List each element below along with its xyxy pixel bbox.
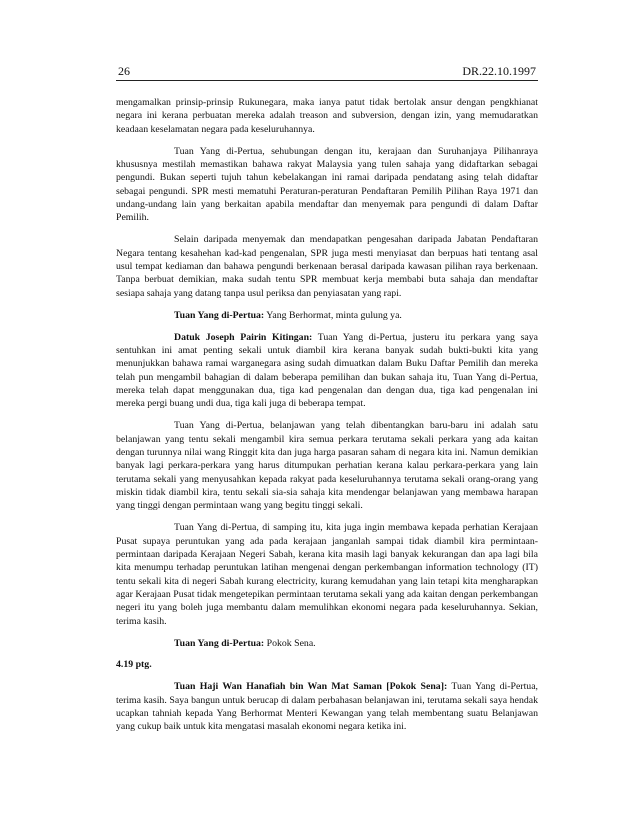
paragraph <box>116 419 538 512</box>
speaker-name: Tuan Yang di-Pertua: <box>174 309 265 321</box>
paragraph <box>116 233 538 300</box>
page-number: 26 <box>118 64 130 78</box>
speech-paragraph <box>116 637 538 650</box>
time-marker: 4.19 ptg. <box>116 659 152 671</box>
document-date-id: DR.22.10.1997 <box>462 64 536 78</box>
speaker-name: Tuan Haji Wan Hanafiah bin Wan Mat Saman [Pokok Sena]: <box>174 681 448 693</box>
speech-paragraph <box>116 331 538 411</box>
paragraph-text: Tuan Yang di-Pertua, sehubungan dengan itu, kerajaan dan Suruhanjaya Pilihanraya khususnya mestilah memastikan bahawa rakyat Malaysia yang tulen sahaja yang didaftarkan sebagai pengundi. Bukan seperti tujuh tahun kebelakangan ini ramai daripada pendatang asing telah didaftar sebagai pengundi. SPR mesti mematuhi Peraturan-peraturan Pendaftaran Pemilih Pilihan Raya 1971 dan undang-undang lain yang berkaitan apabila mendaftar dan menyemak para pengundi di dalam Daftar Pemilih. <box>116 145 538 224</box>
document-body <box>116 96 538 742</box>
paragraph-text: Tuan Yang di-Pertua, belanjawan yang telah dibentangkan baru-baru ini adalah satu belanjawan yang tentu sekali mengambil kira semua perkara terutama sekali perkara yang ada kaitan dengan turunnya nilai wang Ringgit kita dan juga harga pasaran saham di negara kita ini. Namun demikian banyak lagi perkara-perkara yang harus ditumpukan perhatian kerana kalau perkara-perkara yang lain terutama sekali yang menyusahkan kepada rakyat pada keseluruhannya terutama sekali orang-orang yang miskin tidak diambil kira, tentu sekali sia-sia sahaja kita mendengar belanjawan yang membawa harapan yang tinggi dengan permintaan wang yang begitu tinggi sekali. <box>116 420 538 512</box>
paragraph-text: Pokok Sena. <box>266 637 316 649</box>
speaker-name: Tuan Yang di-Pertua: <box>174 637 265 649</box>
paragraph-text: Tuan Yang di-Pertua, justeru itu perkara yang saya sentuhkan ini amat penting sekali untuk diambil kira kerana banyak sudah bukti-bukti kita yang menunjukkan bahawa ramai warganegara asing sudah dimuatkan dalam Buku Daftar Pemilih dan mereka telah pun mengambil bahagian di dalam beberapa pemilihan dan bukan sahaja itu, Tuan Yang di-Pertua, mereka telah dapat menggunakan dua, tiga kad pengenalan dan dengan dua, tiga kad pengenalan ini mereka pergi buang undi dua, tiga kali juga di beberapa tempat. <box>116 331 538 410</box>
speech-paragraph <box>116 309 538 322</box>
paragraph-text: mengamalkan prinsip-prinsip Rukunegara, maka ianya patut tidak bertolak ansur dengan pengkhianat negara ini kerana perbuatan mereka adalah treason and subversion, dengan izin, yang memudaratkan keadaan keselamatan negara pada keseluruhannya. <box>116 97 538 135</box>
paragraph-text: Yang Berhormat, minta gulung ya. <box>266 309 402 321</box>
paragraph <box>116 521 538 628</box>
paragraph <box>116 96 538 136</box>
paragraph <box>116 145 538 225</box>
paragraph-text: Tuan Yang di-Pertua, terima kasih. Saya bangun untuk berucap di dalam perbahasan belanjawan ini, terutama sekali saya hendak ucapkan tahniah kepada Yang Berhormat Menteri Kewangan yang telah membentang suatu Belanjawan yang cukup baik untuk kita mengatasi masalah ekonomi negara ketika ini. <box>116 681 538 733</box>
page-header <box>116 64 538 81</box>
speech-paragraph <box>116 680 538 733</box>
speaker-name: Datuk Joseph Pairin Kitingan: <box>174 331 313 343</box>
paragraph-text: Tuan Yang di-Pertua, di samping itu, kita juga ingin membawa kepada perhatian Kerajaan Pusat supaya peruntukan yang ada pada kerajaan janganlah sampai tidak diambil kira permintaan-permintaan daripada Kerajaan Negeri Sabah, kerana kita masih lagi banyak kekurangan dan apa lagi bila kita menumpu terhadap peruntukan latihan mengenai dengan perkembangan information technology (IT) tentu sekali kita di negeri Sabah kurang electricity, kurang kemudahan yang lain tetapi kita mengharapkan agar Kerajaan Pusat tidak mengetepikan permintaan terutama sekali yang ada kaitan dengan perkembangan negeri itu yang boleh juga membantu dalam memulihkan ekonomi negara pada keseluruhannya. Sekian, terima kasih. <box>116 522 538 627</box>
paragraph-text: Selain daripada menyemak dan mendapatkan pengesahan daripada Jabatan Pendaftaran Negara tentang kesahehan kad-kad pengenalan, SPR juga mesti menyiasat dan berpuas hati tentang asal usul tempat kediaman dan bahawa pengundi berkenaan berasal daripada kawasan pilihan raya berkenaan. Tanpa berbuat demikian, maka sudah tentu SPR membuat kerja membabi buta sahaja dan mendaftar sesiapa sahaja yang datang tanpa usul periksa dan penyiasatan yang rapi. <box>116 234 538 299</box>
